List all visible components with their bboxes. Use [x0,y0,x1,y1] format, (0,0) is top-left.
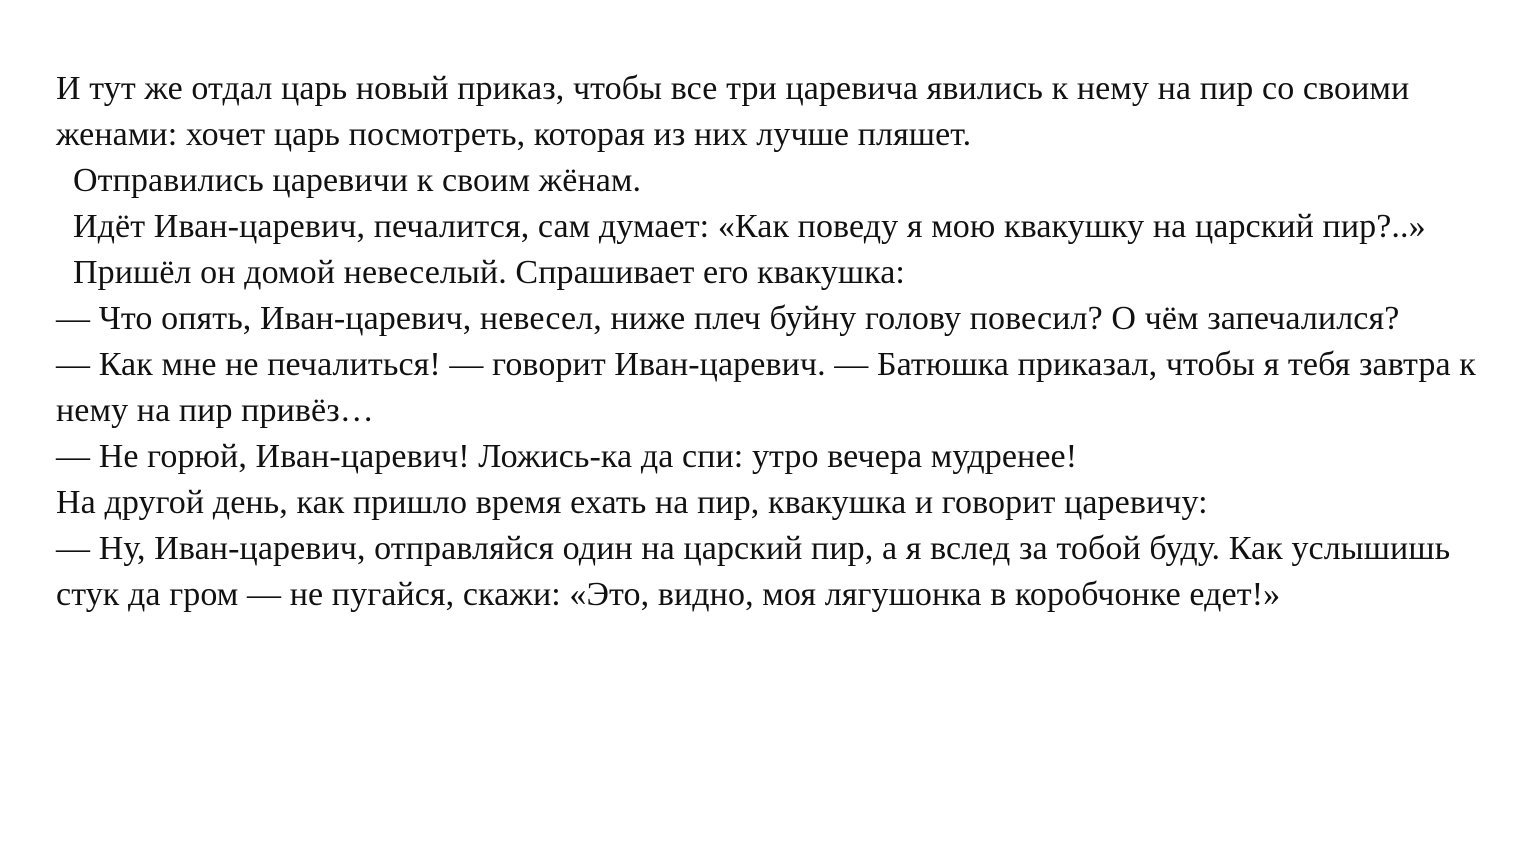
paragraph-9: — Ну, Иван-царевич, отправляйся один на царский пир, а я вслед за тобой буду. Как услышишь стук да гром — не пугайся, скажи: «Это, видно, моя лягушонка в коробчонке едет!» [56,530,1451,613]
story-text [56,66,1476,618]
paragraph-4: Пришёл он домой невеселый. Спрашивает его квакушка: [73,254,905,291]
paragraph-1: И тут же отдал царь новый приказ, чтобы все три царевича явились к нему на пир со своими женами: хочет царь посмотреть, которая из них лучше пляшет. [56,70,1410,153]
paragraph-8: На другой день, как пришло время ехать на пир, квакушка и говорит царевичу: [56,484,1208,521]
paragraph-5: — Что опять, Иван-царевич, невесел, ниже плеч буйну голову повесил? О чём запечалился? [56,300,1400,337]
paragraph-6: — Как мне не печалиться! — говорит Иван-царевич. — Батюшка приказал, чтобы я тебя завтра к нему на пир привёз… [56,346,1476,429]
paragraph-7: — Не горюй, Иван-царевич! Ложись-ка да спи: утро вечера мудренее! [56,438,1078,475]
paragraph-3: Идёт Иван-царевич, печалится, сам думает: «Как поведу я мою квакушку на царский пир?..» [73,208,1426,245]
paragraph-2: Отправились царевичи к своим жёнам. [73,162,642,199]
